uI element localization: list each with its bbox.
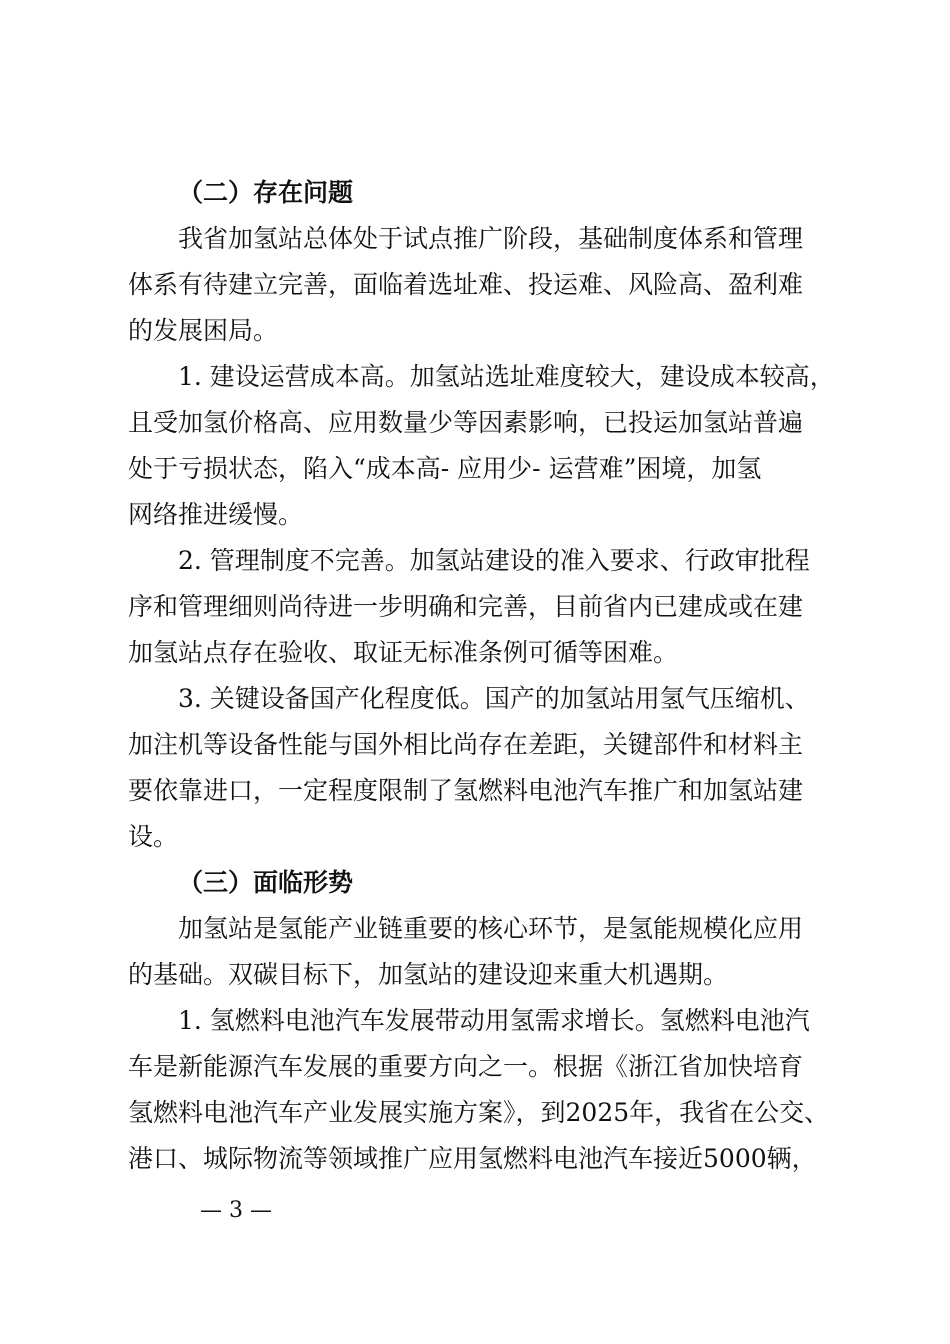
section-heading-situation: （三）面临形势 [178,868,354,897]
paragraph-problem-1 [128,354,843,538]
text-line: 要依靠进口，一定程度限制了氢燃料电池汽车推广和加氢站建 [128,776,804,805]
text-line: 网络推进缓慢。 [128,500,304,529]
text-line: 加氢站点存在验收、取证无标准条例可循等困难。 [128,638,679,667]
text-line: 3. 关键设备国产化程度低。国产的加氢站用氢气压缩机、 [178,684,810,713]
text-line: 1. 氢燃料电池汽车发展带动用氢需求增长。氢燃料电池汽 [178,1006,810,1035]
paragraph-problem-2 [128,538,843,676]
text-line: 的基础。双碳目标下，加氢站的建设迎来重大机遇期。 [128,960,729,989]
text-line: 1. 建设运营成本高。加氢站选址难度较大，建设成本较高， [178,362,835,391]
paragraph-situation-1 [128,998,843,1182]
page-number: — 3 — [200,1198,272,1223]
text-line: 我省加氢站总体处于试点推广阶段，基础制度体系和管理 [178,224,804,253]
text-line: 的发展困局。 [128,316,279,345]
text-line: 氢燃料电池汽车产业发展实施方案》，到2025年，我省在公交、 [128,1098,830,1127]
text-line: 处于亏损状态，陷入“成本高- 应用少- 运营难”困境，加氢 [128,454,762,483]
text-line: 且受加氢价格高、应用数量少等因素影响，已投运加氢站普遍 [128,408,804,437]
text-line: 2. 管理制度不完善。加氢站建设的准入要求、行政审批程 [178,546,810,575]
text-line: 体系有待建立完善，面临着选址难、投运难、风险高、盈利难 [128,270,804,299]
text-line: 加注机等设备性能与国外相比尚存在差距，关键部件和材料主 [128,730,804,759]
text-line: 车是新能源汽车发展的重要方向之一。根据《浙江省加快培育 [128,1052,804,1081]
text-line: 加氢站是氢能产业链重要的核心环节，是氢能规模化应用 [178,914,804,943]
text-line: 港口、城际物流等领域推广应用氢燃料电池汽车接近5000辆， [128,1144,817,1173]
text-line: 设。 [128,822,179,851]
paragraph-problem-3 [128,676,843,860]
paragraph-situation-intro [128,906,843,998]
section-heading-existing-problems: （二）存在问题 [178,178,354,207]
paragraph-problems-intro [128,216,843,354]
document-body [128,170,843,1182]
text-line: 序和管理细则尚待进一步明确和完善，目前省内已建成或在建 [128,592,804,621]
